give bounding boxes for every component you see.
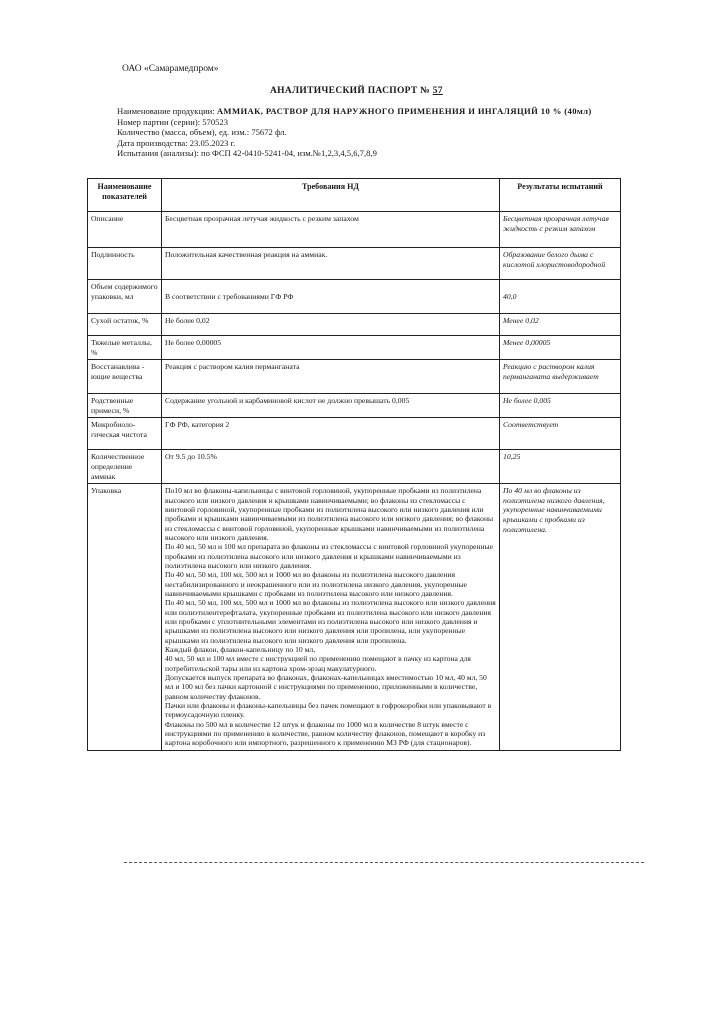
row-result: Реакцию с раствором калия перманганата выдерживает [500,360,621,394]
row-requirement: ГФ РФ, категория 2 [162,418,500,450]
product-name-value: АММИАК, РАСТВОР ДЛЯ НАРУЖНОГО ПРИМЕНЕНИЯ И ИНГАЛЯЦИЙ 10 % (40мл) [216,106,592,116]
header-indicator: Наименование показателей [88,179,162,212]
quantity: Количество (масса, объем), ед. изм.: 75672 фл. [117,127,287,138]
row-result: Менее 0,00005 [500,336,621,360]
row-result: Не более 0,005 [500,394,621,418]
product-name-line [117,106,607,117]
table-row [88,394,621,418]
table-row [88,314,621,336]
packaging-requirement [162,484,500,751]
header-requirements: Требования НД [162,179,500,212]
row-name: Микробиоло- гическая чистота [88,418,162,450]
bottom-divider [124,862,644,863]
production-date: Дата производства: 23.05.2023 г. [117,137,236,148]
row-name: Объем содержимого упаковки, мл [88,280,162,314]
row-name: Сухой остаток, % [88,314,162,336]
packaging-paragraph: Флаконы по 500 мл в количестве 12 штук и флаконы по 1000 мл в количестве 8 штук вместе с инструкциями по применению в количестве, равном количеству флаконов, помещают в коробку из картона коробочного или импортного, разрешенного к применению МЗ РФ (для стационаров). [165,719,486,748]
row-requirement: Содержание угольной и карбаминовой кислот не должно превышать 0,005 [162,394,500,418]
row-requirement: В соответствии с требованиями ГФ РФ [162,280,500,314]
packaging-row [88,484,621,751]
table-header-row [88,179,621,212]
table-row [88,450,621,484]
packaging-paragraph: Каждый флакон, флакон-капельницу по 10 мл, [165,645,316,654]
table-row [88,418,621,450]
tests-reference: Испытания (анализы): по ФСП 42-0410-5241-04, изм.№1,2,3,4,5,6,7,8,9 [117,148,377,159]
packaging-paragraph: 40 мл, 50 мл и 100 мл вместе с инструкцией по применению помещают в пачку из картона для потребительской тары или из картона хром-эрзац макулатурного. [165,654,471,673]
packaging-paragraph: По 40 мл, 50 мл и 100 мл препарата во флаконы из стекломассы с винтовой горловиной укупоренные пробками из полиэтилена высокого или низкого давления и крышками навинчиваемыми из полиэтилена высокого или низкого давления. [165,542,493,570]
row-name: Описание [88,212,162,248]
packaging-paragraph: По 40 мл, 50 мл, 100 мл, 500 мл и 1000 мл во флаконы из полиэтилена высокого давления нестабилизированного и неокрашенного или из полиэтилена низкого давления, укупоренные навинчиваемыми крышками с пробками из полиэтилена высокого или низкого давления. [165,570,467,598]
packaging-paragraph: Пачки или флаконы и флаконы-капельницы без пачек помещают в гофрокоробки или упаковывают в термоусадочную пленку. [165,701,492,720]
passport-title [270,86,443,96]
row-requirement: Бесцветная прозрачная летучая жидкость с резким запахом [162,212,500,248]
row-requirement: Не более 0,02 [162,314,500,336]
row-name: Подлинность [88,248,162,280]
passport-title-text: АНАЛИТИЧЕСКИЙ ПАСПОРТ № [270,86,431,96]
organization-name: ОАО «Самарамедпром» [122,64,219,74]
row-requirement: От 9.5 до 10.5% [162,450,500,484]
row-result: 10,25 [500,450,621,484]
packaging-paragraph: По 40 мл, 50 мл, 100 мл, 500 мл и 1000 мл во флаконы из полиэтилена высокого или низкого давления или полиэтилентерефталата, укупоренные пробками из полиэтилена высокого или низкого давления или пробками с уплотнительными элементами из полиэтилена высокого или низкого давления и крышками из полиэтилена высокого или низкого давления или пропилена, или укупоренные крышками из полиэтилена высокого или низкого давления или пропилена. [165,598,496,645]
product-name-label: Наименование продукции: [117,106,215,116]
batch-number: Номер партии (серии): 570523 [117,116,229,127]
row-requirement: Реакция с раствором калия перманганата [162,360,500,394]
row-name: Количественное определение аммиак [88,450,162,484]
packaging-paragraph: По10 мл во флаконы-капельницы с винтовой горловиной, укупоренные пробками из полиэтилена высокого или низкого давления и крышками навинчиваемыми; во флаконы из стекломассы с винтовой горловиной, укупоренные пробками из полиэтилена высокого или низкого давления или пробками и крышками навинчиваемыми из полиэтилена высокого или низкого давления; во флаконы из стекломассы с винтовой горловиной, укупоренные крышками навинчиваемыми из полиэтилена высокого или низкого давления. [165,486,494,542]
row-name: Тяжелые металлы, % [88,336,162,360]
row-requirement: Положительная качественная реакция на аммиак. [162,248,500,280]
table-row [88,248,621,280]
table-row [88,212,621,248]
row-result: Соответствует [500,418,621,450]
table-row [88,360,621,394]
packaging-result: По 40 мл во флаконы из полиэтилена низкого давления, укупоренные навинчиваемыми крышками с пробками из полиэтилена. [500,484,621,751]
row-result: Бесцветная прозрачная летучая жидкость с резким запахом [500,212,621,248]
packaging-paragraph: Допускается выпуск препарата во флаконах, флаконах-капельницах вместимостью 10 мл, 40 мл, 50 мл и 100 мл без пачки картонной с инструкциями по применению, приложенными в количестве, равном количеству флаконов. [165,673,487,701]
table-row [88,280,621,314]
row-result: Менее 0,02 [500,314,621,336]
row-requirement: Не более 0,00005 [162,336,500,360]
row-name: Родственные примеси, % [88,394,162,418]
packaging-name: Упаковка [88,484,162,751]
product-info [117,106,607,159]
row-result: Образование белого дыма с кислотой хлористоводородной [500,248,621,280]
specification-table [87,178,621,751]
passport-number: 57 [432,86,443,96]
row-name: Восстанавлива - ющие вещества [88,360,162,394]
row-result: 40,0 [500,280,621,314]
table-row [88,336,621,360]
header-results: Результаты испытаний [500,179,621,212]
